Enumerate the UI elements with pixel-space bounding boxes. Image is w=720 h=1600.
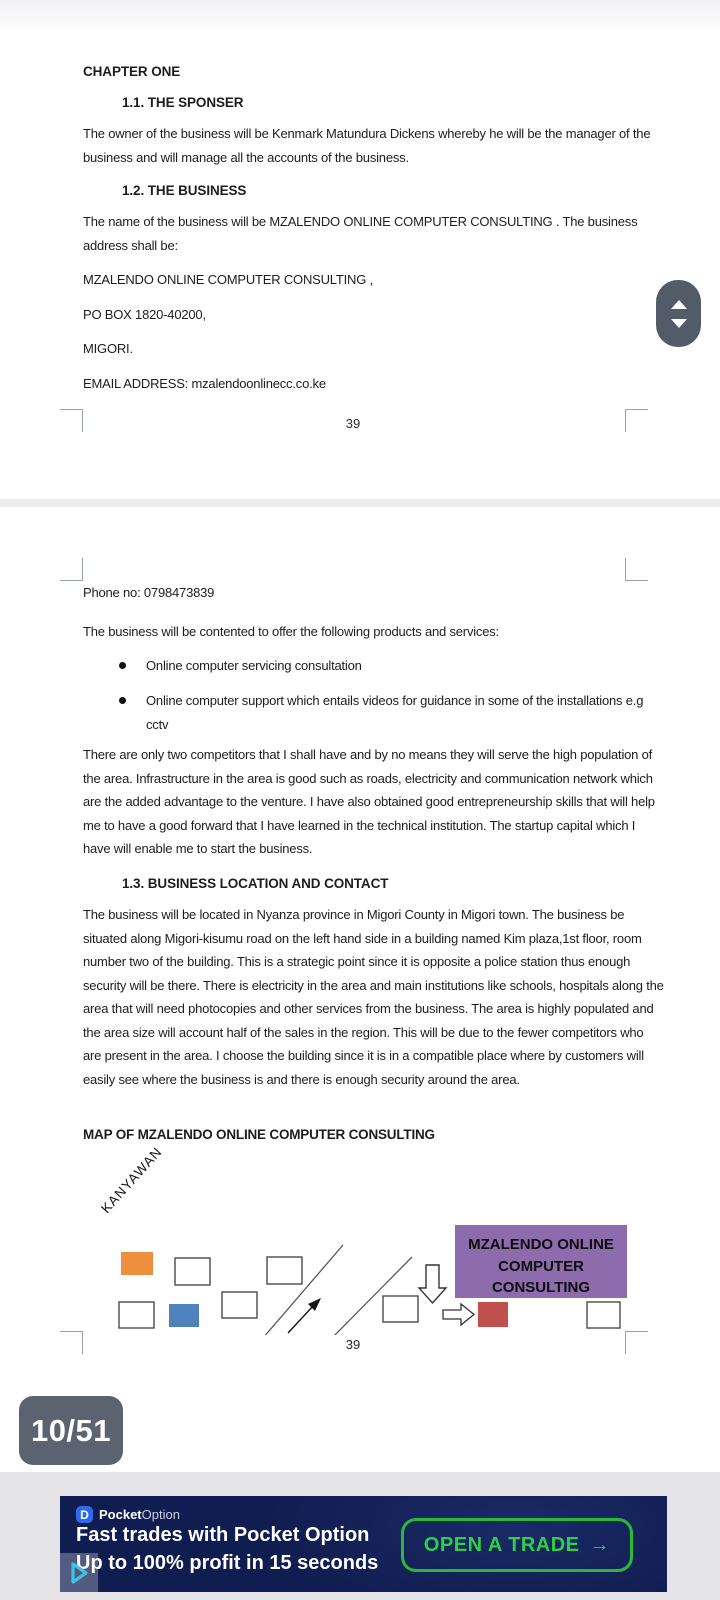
map-down-arrow-icon: [419, 1265, 446, 1303]
fast-scroll-handle[interactable]: [656, 280, 701, 347]
section-1-3-heading: 1.3. BUSINESS LOCATION AND CONTACT: [122, 876, 389, 891]
paragraph-business-name: The name of the business will be MZALENDO ONLINE COMPUTER CONSULTING . The business address shall be:: [83, 214, 638, 253]
phone-line: Phone no: 0798473839: [83, 585, 215, 600]
map-box-label-line1: MZALENDO ONLINE: [468, 1236, 614, 1253]
crop-mark: [625, 558, 648, 581]
map-building-red: [478, 1302, 508, 1327]
bullet-item-1: Online computer servicing consultation: [146, 658, 362, 673]
paragraph-sponsor: The owner of the business will be Kenmark Matundura Dickens whereby he will be the manager of the business and will manage all the accounts of the business.: [83, 126, 651, 165]
location-map-figure: [83, 1140, 637, 1335]
page-position-badge: 10/51: [19, 1396, 123, 1465]
ad-brand-row: [76, 1506, 180, 1523]
play-icon: [69, 1562, 89, 1584]
services-intro: The business will be contented to offer the following products and services:: [83, 624, 499, 639]
ad-brand-bold: Pocket: [99, 1507, 142, 1522]
arrow-right-icon: →: [589, 1533, 610, 1556]
address-line-3: MIGORI.: [83, 341, 133, 356]
bullet-icon: [119, 697, 126, 704]
section-1-2-heading: 1.2. THE BUSINESS: [122, 183, 247, 198]
scroll-up-icon: [671, 300, 687, 309]
address-line-4: EMAIL ADDRESS: mzalendoonlinecc.co.ke: [83, 376, 326, 391]
map-building-box: [175, 1258, 210, 1285]
map-direction-arrow: [288, 1305, 314, 1333]
map-box-label-line3: CONSULTING: [491, 1279, 591, 1296]
map-building-box: [222, 1292, 257, 1318]
ad-play-corner[interactable]: [60, 1553, 98, 1592]
top-page-gap: [0, 0, 720, 28]
map-building-box: [119, 1302, 154, 1328]
map-right-arrow-icon: [443, 1304, 474, 1325]
crop-mark: [60, 558, 83, 581]
pocket-option-logo-icon: D: [76, 1506, 93, 1523]
map-road-label: KANYAWAN: [98, 1144, 165, 1217]
paragraph-location: The business will be located in Nyanza province in Migori County in Migori town. The business be situated along Migori-kisumu road on the left hand side in a building named Kim plaza,1st floor, room number two of the building. This is a strategic point since it is opposite a police station thus enough security will be there. There is electricity in the area and main institutions like schools, hospitals along the area that will need photocopies and other services from the business. The area is highly populated and the area size will account half of the sales in the region. This will be due to the fewer competitors who are present in the area. I choose the building since it is in a compatible place where by customers will easily see where the business is and there is enough security around the area.: [83, 907, 664, 1087]
scroll-down-icon: [671, 319, 687, 328]
open-trade-label: OPEN A TRADE: [423, 1533, 580, 1556]
map-building-orange: [121, 1252, 153, 1275]
page1-number: 39: [345, 416, 361, 431]
open-trade-button[interactable]: [401, 1518, 633, 1572]
page2-number: 39: [345, 1337, 361, 1352]
bullet-icon: [119, 662, 126, 669]
map-building-blue: [169, 1304, 199, 1327]
ad-headline: Fast trades with Pocket Option: [76, 1524, 370, 1546]
ad-subheadline: Up to 100% profit in 15 seconds: [76, 1552, 379, 1574]
map-building-box: [587, 1302, 620, 1328]
ad-banner[interactable]: [60, 1496, 667, 1592]
map-heading: MAP OF MZALENDO ONLINE COMPUTER CONSULTING: [83, 1127, 435, 1142]
page-separator: [0, 499, 720, 507]
section-1-1-heading: 1.1. THE SPONSER: [122, 95, 244, 110]
map-building-box: [383, 1296, 418, 1322]
map-box-label-line2: COMPUTER: [498, 1258, 584, 1275]
ad-brand-name: [99, 1507, 180, 1522]
map-building-box: [267, 1257, 302, 1284]
ad-brand-light: Option: [141, 1507, 180, 1522]
bullet-item-2: Online computer support which entails videos for guidance in some of the installations e.g cctv: [146, 693, 644, 732]
address-line-1: MZALENDO ONLINE COMPUTER CONSULTING ,: [83, 272, 373, 287]
address-line-2: PO BOX 1820-40200,: [83, 307, 206, 322]
chapter-heading: CHAPTER ONE: [83, 64, 181, 79]
paragraph-competitors: There are only two competitors that I shall have and by no means they will serve the high population of the area. Infrastructure in the area is good such as roads, electricity and communication network which are the added advantage to the venture. I have also obtained good entrepreneurship skills that will help me to have a good forward that I have learned in the technical institution. The startup capital which I have will enable me to start the business.: [83, 747, 655, 856]
